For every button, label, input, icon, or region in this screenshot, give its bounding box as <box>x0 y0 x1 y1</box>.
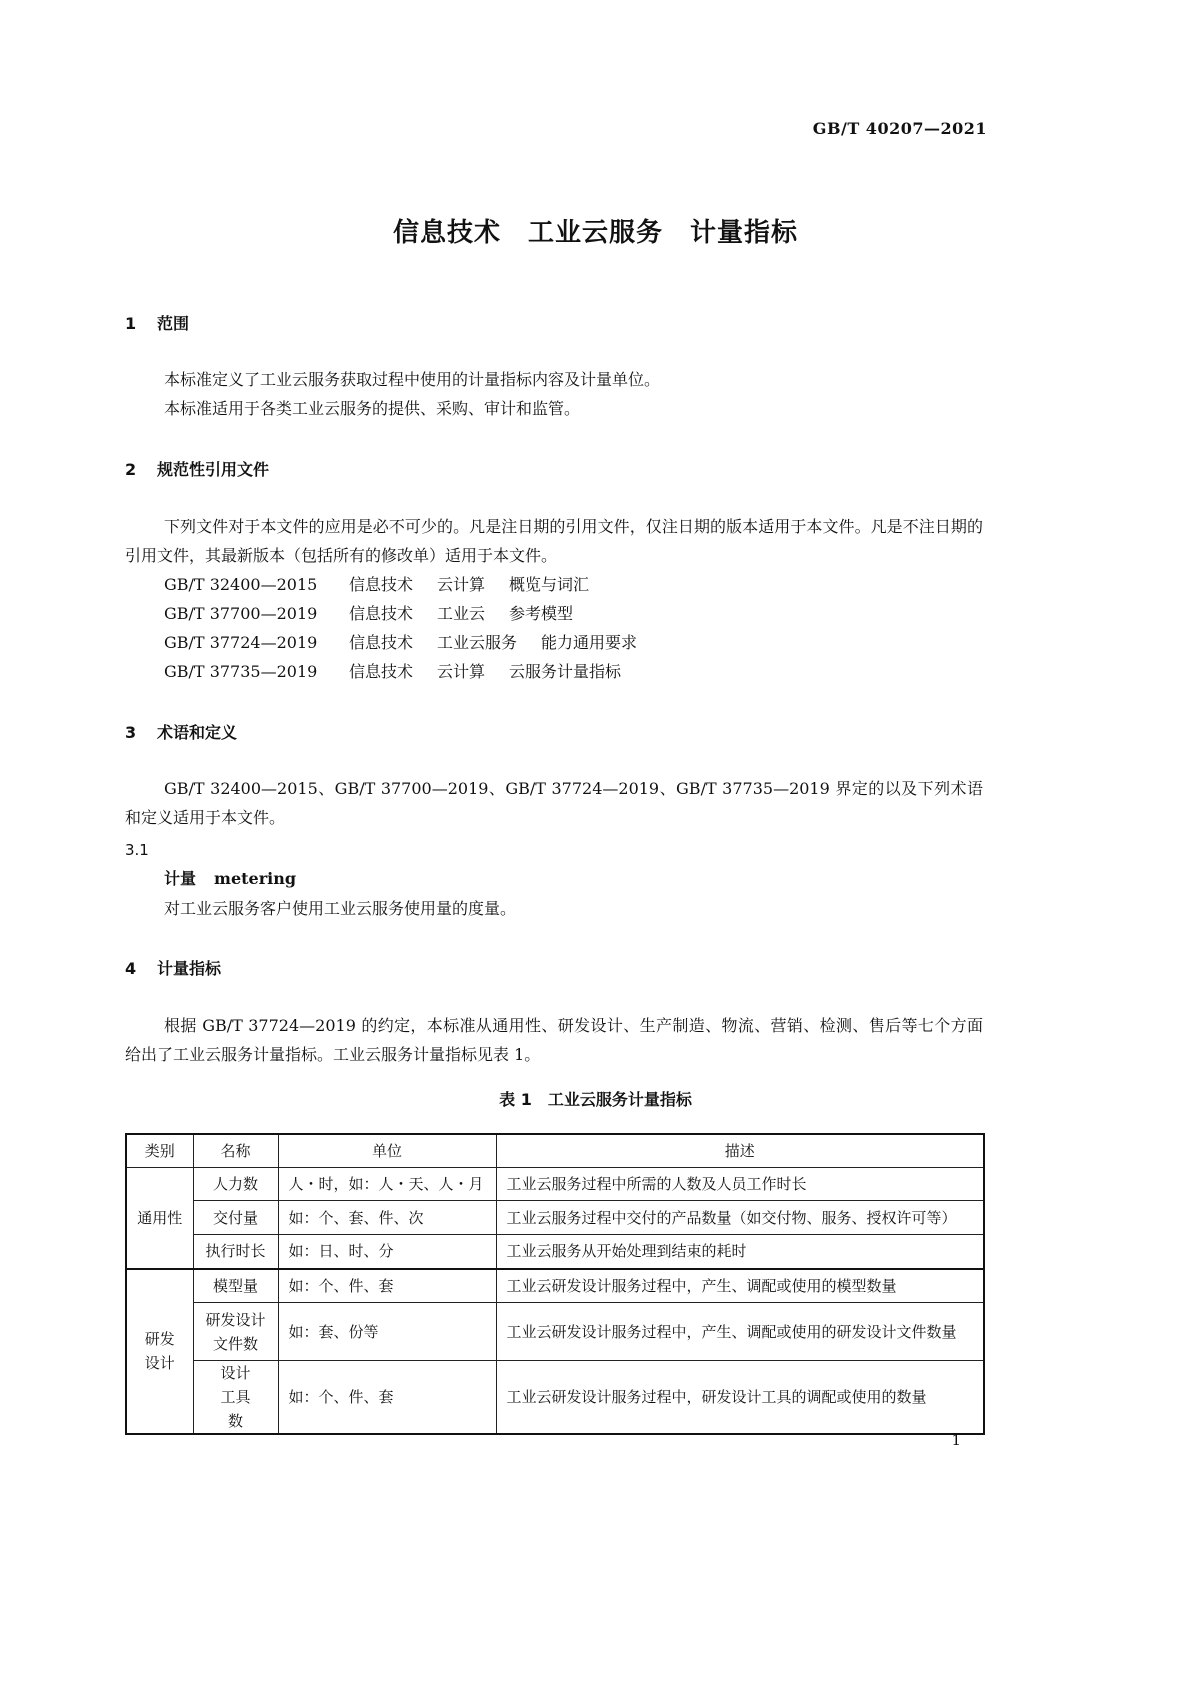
reference-item <box>164 570 613 599</box>
name-cell: 模型量 <box>193 1269 278 1303</box>
section-title: 规范性引用文件 <box>157 460 270 479</box>
term-definition: 对工业云服务客户使用工业云服务使用量的度量。 <box>164 899 517 918</box>
section-title: 计量指标 <box>157 959 222 978</box>
reference-title-part: 能力通用要求 <box>541 633 638 652</box>
unit-cell: 如：个、件、套 <box>278 1361 496 1435</box>
reference-title-part: 工业云 <box>437 604 486 623</box>
reference-title-part: 云服务计量指标 <box>509 662 622 681</box>
description-cell: 工业云服务过程中所需的人数及人员工作时长 <box>496 1168 984 1201</box>
reference-code: GB/T 37735—2019 <box>164 662 318 681</box>
header-description: 描述 <box>496 1134 984 1168</box>
name-cell: 交付量 <box>193 1201 278 1235</box>
description-cell: 工业云研发设计服务过程中，产生、调配或使用的模型数量 <box>496 1269 984 1303</box>
standard-number: GB/T 40207—2021 <box>812 119 987 138</box>
term-english: metering <box>214 869 297 888</box>
reference-code: GB/T 37724—2019 <box>164 633 318 652</box>
description-cell: 工业云研发设计服务过程中，研发设计工具的调配或使用的数量 <box>496 1361 984 1435</box>
paragraph: 本标准适用于各类工业云服务的提供、采购、审计和监管。 <box>164 399 581 418</box>
metering-indicator-table <box>125 1133 985 1435</box>
table-row <box>126 1269 984 1303</box>
name-cell: 设计工具数 <box>193 1361 278 1435</box>
description-cell: 工业云研发设计服务过程中，产生、调配或使用的研发设计文件数量 <box>496 1303 984 1361</box>
paragraph: GB/T 32400—2015、GB/T 37700—2019、GB/T 37724—2019、GB/T 37735—2019 界定的以及下列术语和定义适用于本文件。 <box>125 779 983 827</box>
unit-cell: 如：日、时、分 <box>278 1235 496 1269</box>
section-number: 1 <box>125 314 137 333</box>
header-category: 类别 <box>126 1134 193 1168</box>
header-unit: 单位 <box>278 1134 496 1168</box>
table-row <box>126 1303 984 1361</box>
section-3-heading <box>125 720 237 743</box>
reference-title-part: 云计算 <box>437 662 486 681</box>
reference-item <box>164 628 661 657</box>
term-heading <box>164 864 296 893</box>
paragraph: 根据 GB/T 37724—2019 的约定，本标准从通用性、研发设计、生产制造、物流、营销、检测、售后等七个方面给出了工业云服务计量指标。工业云服务计量指标见表 1。 <box>125 1016 983 1064</box>
table-row <box>126 1235 984 1269</box>
document-title: 信息技术 工业云服务 计量指标 <box>392 218 798 248</box>
unit-cell: 人・时，如：人・天、人・月 <box>278 1168 496 1201</box>
table-row <box>126 1168 984 1201</box>
reference-title-part: 信息技术 <box>349 662 414 681</box>
description-cell: 工业云服务从开始处理到结束的耗时 <box>496 1235 984 1269</box>
section-4-heading <box>125 956 221 979</box>
reference-title-part: 信息技术 <box>349 575 414 594</box>
section-title: 范围 <box>157 314 190 333</box>
term-chinese: 计量 <box>164 869 197 888</box>
reference-title-part: 云计算 <box>437 575 486 594</box>
unit-cell: 如：个、套、件、次 <box>278 1201 496 1235</box>
reference-title-part: 参考模型 <box>509 604 574 623</box>
table-caption: 表 1 工业云服务计量指标 <box>499 1090 692 1109</box>
description-cell: 工业云服务过程中交付的产品数量（如交付物、服务、授权许可等） <box>496 1201 984 1235</box>
header-name: 名称 <box>193 1134 278 1168</box>
name-cell: 人力数 <box>193 1168 278 1201</box>
reference-title-part: 概览与词汇 <box>509 575 590 594</box>
reference-title-part: 信息技术 <box>349 633 414 652</box>
table-row <box>126 1201 984 1235</box>
unit-cell: 如：套、份等 <box>278 1303 496 1361</box>
term-number: 3.1 <box>125 841 149 859</box>
section-number: 3 <box>125 723 137 742</box>
table-header-row <box>126 1134 984 1168</box>
unit-cell: 如：个、件、套 <box>278 1269 496 1303</box>
paragraph: 下列文件对于本文件的应用是必不可少的。凡是注日期的引用文件，仅注日期的版本适用于本文件。凡是不注日期的引用文件，其最新版本（包括所有的修改单）适用于本文件。 <box>125 517 983 565</box>
section-number: 4 <box>125 959 137 978</box>
section-title: 术语和定义 <box>157 723 238 742</box>
reference-title-part: 信息技术 <box>349 604 414 623</box>
section-1-heading <box>125 311 189 334</box>
name-cell: 研发设计文件数 <box>193 1303 278 1361</box>
reference-item <box>164 599 597 628</box>
reference-code: GB/T 32400—2015 <box>164 575 318 594</box>
name-cell: 执行时长 <box>193 1235 278 1269</box>
reference-code: GB/T 37700—2019 <box>164 604 318 623</box>
paragraph: 本标准定义了工业云服务获取过程中使用的计量指标内容及计量单位。 <box>164 370 661 389</box>
section-number: 2 <box>125 460 137 479</box>
reference-title-part: 工业云服务 <box>437 633 518 652</box>
category-cell: 研发设计 <box>126 1269 193 1435</box>
reference-item <box>164 657 645 686</box>
page-number: 1 <box>951 1431 961 1449</box>
table-row <box>126 1361 984 1435</box>
category-cell: 通用性 <box>126 1168 193 1269</box>
section-2-heading <box>125 457 269 480</box>
